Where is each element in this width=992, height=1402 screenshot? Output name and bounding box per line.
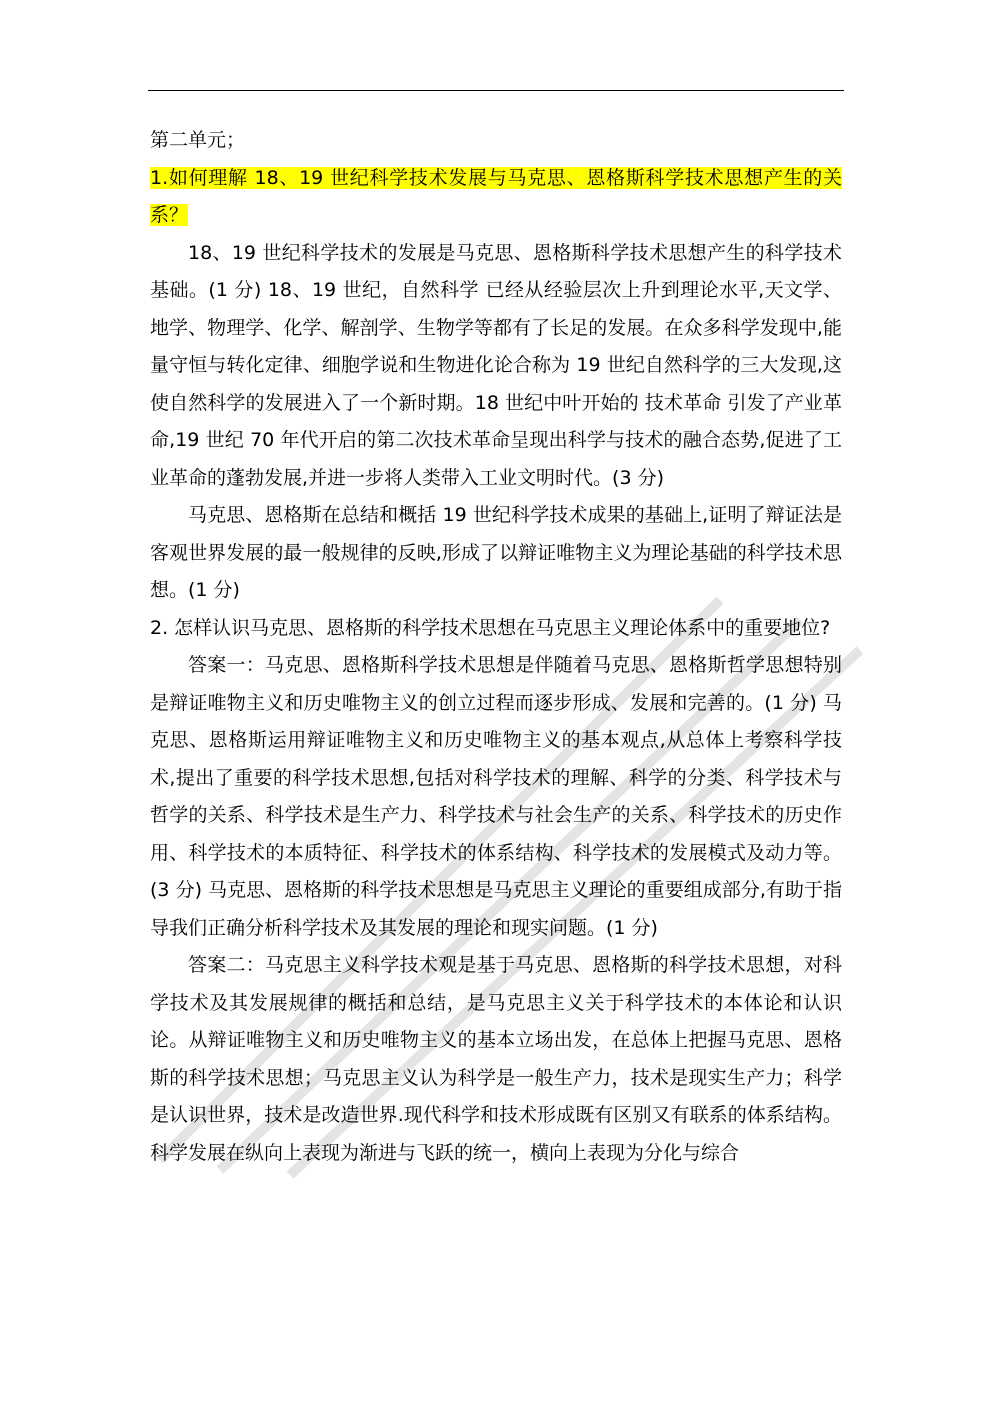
document-body — [150, 122, 842, 1172]
unit-title: 第二单元； — [150, 129, 246, 151]
question-1-highlight: 1.如何理解 18、19 世纪科学技术发展与马克思、恩格斯科学技术思想产生的关系？ — [150, 166, 842, 226]
answer-1-paragraph-2: 马克思、恩格斯在总结和概括 19 世纪科学技术成果的基础上,证明了辩证法是客观世界发展的最一般规律的反映,形成了以辩证唯物主义为理论基础的科学技术思想。(1 分) — [150, 504, 842, 601]
question-2: 2. 怎样认识马克思、恩格斯的科学技术思想在马克思主义理论体系中的重要地位? — [150, 616, 831, 639]
answer-1-paragraph-1: 18、19 世纪科学技术的发展是马克思、恩格斯科学技术思想产生的科学技术基础。(1 分) 18、19 世纪，自然科学 已经从经验层次上升到理论水平,天文学、地学、物理学、化学、解剖学、生物学等都有了长足的发展。在众多科学发现中,能量守恒与转化定律、细胞学说和生物进化论合称为 19 世纪自然科学的三大发现,这使自然科学的发展进入了一个新时期。18 世纪中叶开始的 技术革命 引发了产业革命,19 世纪 70 年代开启的第二次技术革命呈现出科学与技术的融合态势,促进了工业革命的蓬勃发展,并进一步将人类带入工业文明时代。(3 分) — [150, 241, 842, 489]
header-rule — [148, 90, 844, 91]
answer-2-option-2: 答案二：马克思主义科学技术观是基于马克思、恩格斯的科学技术思想，对科学技术及其发展规律的概括和总结，是马克思主义关于科学技术的本体论和认识论。从辩证唯物主义和历史唯物主义的基本立场出发，在总体上把握马克思、恩格斯的科学技术思想；马克思主义认为科学是一般生产力，技术是现实生产力；科学是认识世界，技术是改造世界.现代科学和技术形成既有区别又有联系的体系结构。科学发展在纵向上表现为渐进与飞跃的统一，横向上表现为分化与综合 — [150, 954, 842, 1164]
question-1 — [150, 160, 842, 235]
answer-2-option-1: 答案一：马克思、恩格斯科学技术思想是伴随着马克思、恩格斯哲学思想特别是辩证唯物主义和历史唯物主义的创立过程而逐步形成、发展和完善的。(1 分) 马克思、恩格斯运用辩证唯物主义和历史唯物主义的基本观点,从总体上考察科学技术,提出了重要的科学技术思想,包括对科学技术的理解、科学的分类、科学技术与哲学的关系、科学技术是生产力、科学技术与社会生产的关系、科学技术的历史作用、科学技术的本质特征、科学技术的体系结构、科学技术的发展模式及动力等。(3 分) 马克思、恩格斯的科学技术思想是马克思主义理论的重要组成部分,有助于指导我们正确分析科学技术及其发展的理论和现实问题。(1 分) — [150, 654, 842, 939]
